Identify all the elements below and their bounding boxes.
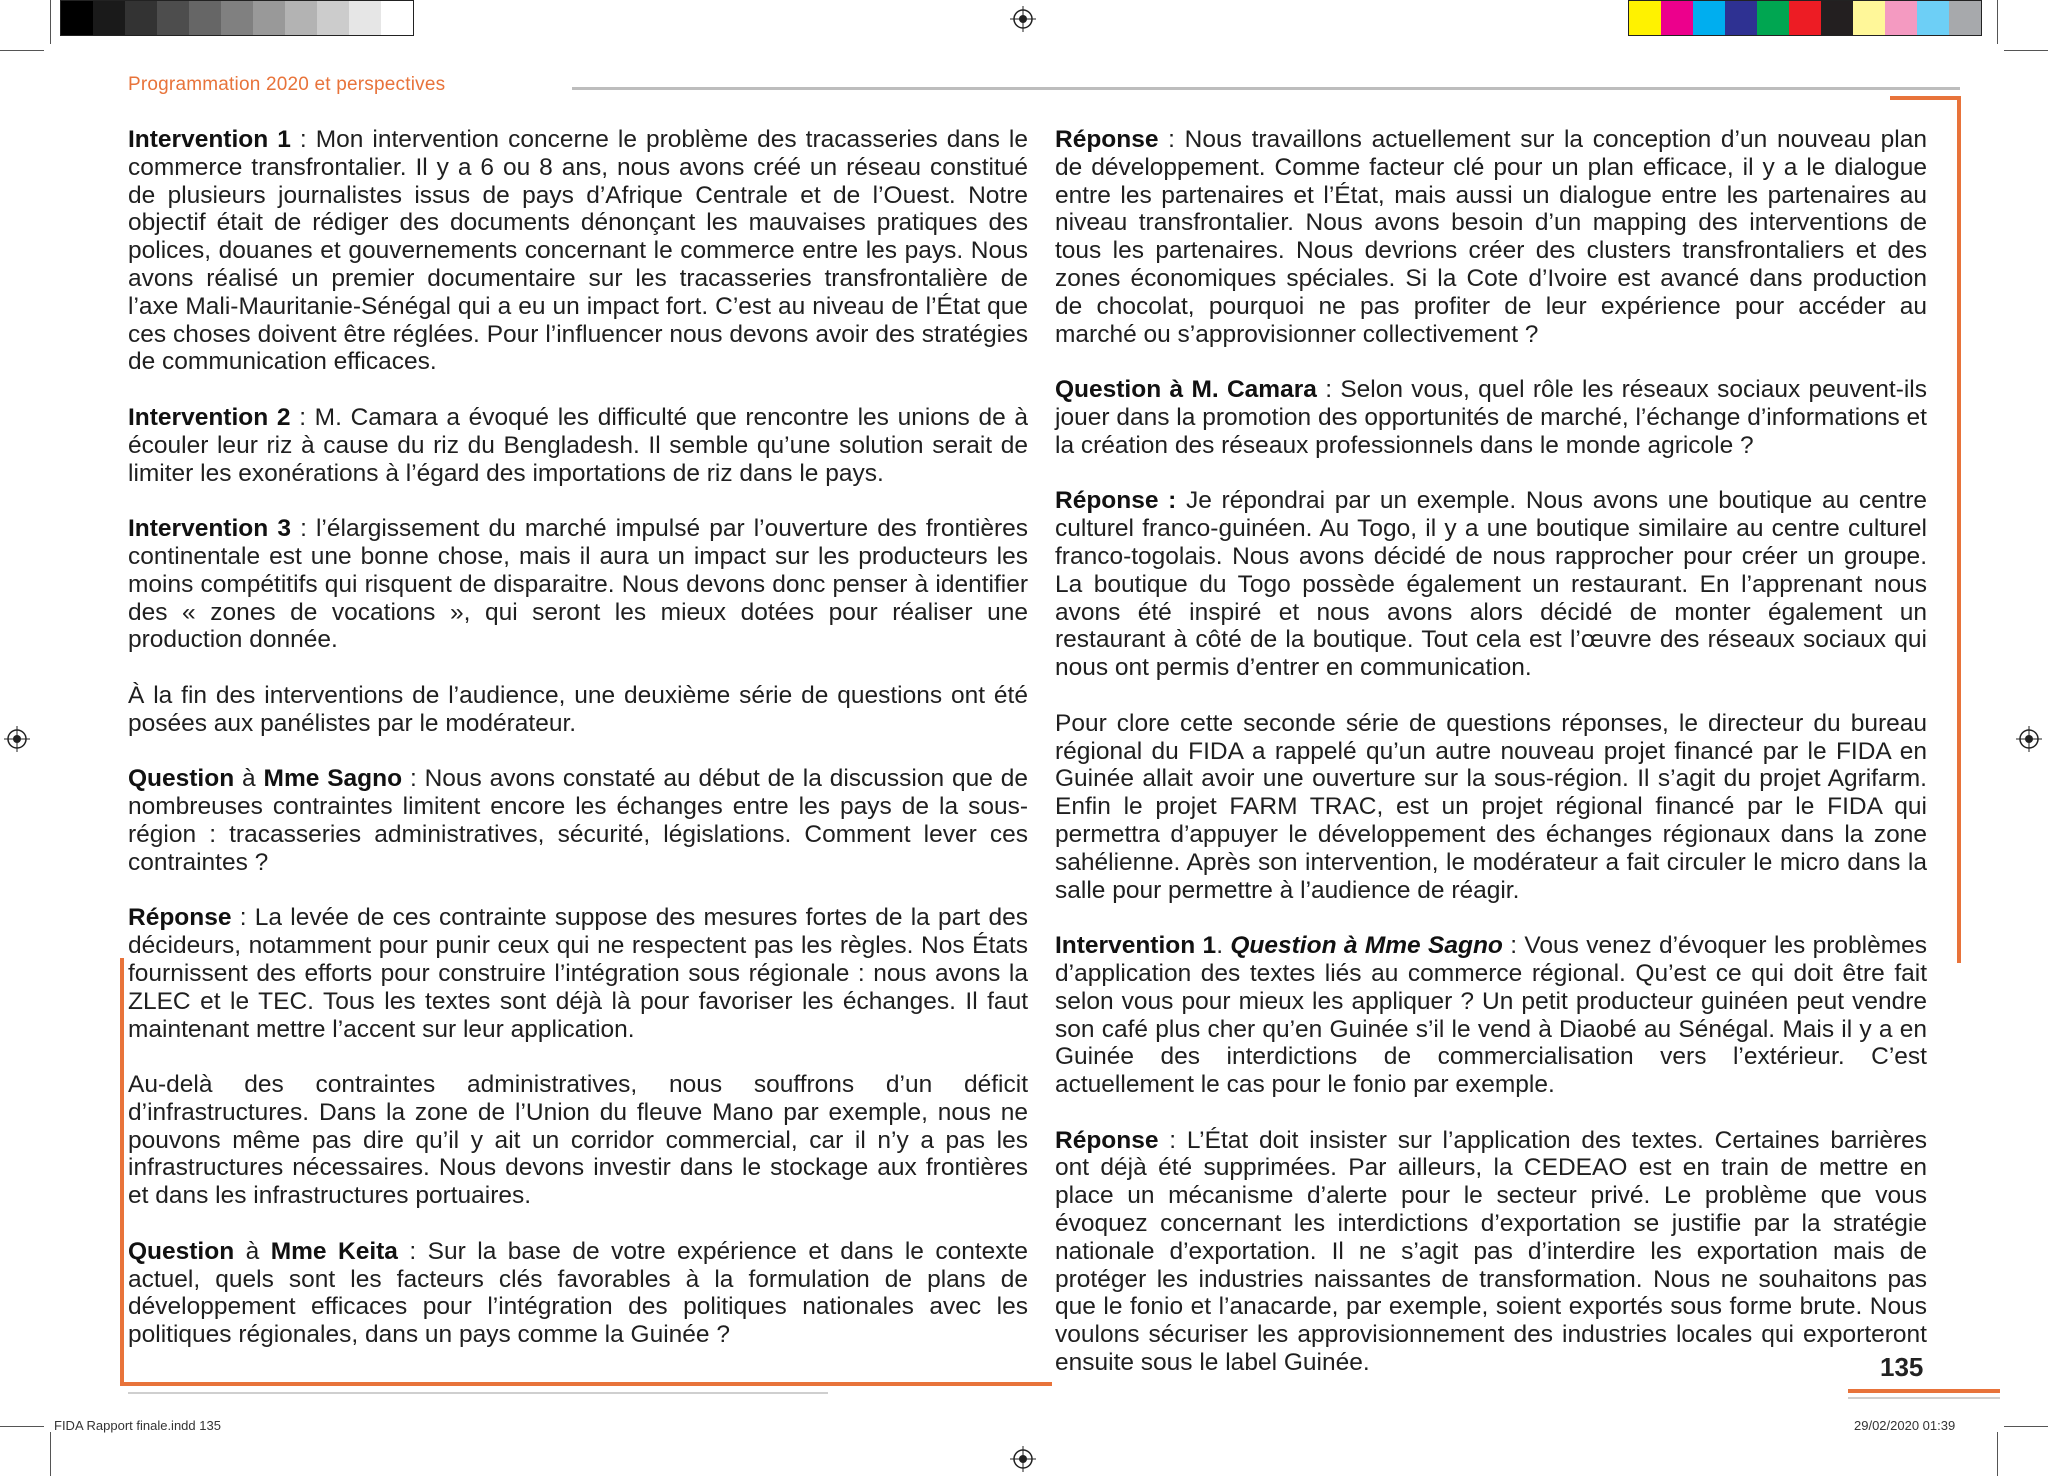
slug-filename: FIDA Rapport finale.indd 135 [54,1418,221,1433]
color-swatch [1757,1,1789,35]
paragraph-text: : Selon vous, quel rôle les réseaux sociaux peuvent-ils jouer dans la promotion des opportunités de marché, l’échange d’informations et la création des réseaux professionnels dans le monde agricole ? [1055,376,1927,459]
gray-swatch [221,1,253,35]
slug-date: 29/02/2020 01:39 [1854,1418,1956,1433]
paragraph-label: Intervention 2 [128,403,291,431]
header-rule [572,87,1960,90]
gray-swatch [349,1,381,35]
registration-mark-icon [2016,726,2042,752]
gray-swatch [253,1,285,35]
paragraph-text: : Nous travaillons actuellement sur la conception d’un nouveau plan de développement. Comme facteur clé pour un plan efficace, il y a le dialogue entre les partenaires et l’État, mais aussi un dialogue entre les partenaires au niveau transfrontalier. Nous avons besoin d’un mapping des interventions de tous les partenaires. Nous devrions créer des clusters transfrontaliers et des zones économiques spéciales. Si la Cote d’Ivoire est avancé dans production de chocolat, pourquoi ne pas profiter de leur expérience pour accéder au marché ou s’approvisionner collectivement ? [1055,126,1927,348]
paragraph [1055,1127,1927,1377]
paragraph-text: Pour clore cette seconde série de questions réponses, le directeur du bureau régional du FIDA a rappelé qu’un autre nouveau projet financé par le FIDA en Guinée allait avoir une ouverture sur la sous-région. Il s’agit du projet Agrifarm. Enfin le projet FARM TRAC, est un projet régional financé par le FIDA qui permettra d’appuyer le développement des échanges régionaux dans la zone sahélienne. Après son intervention, le modérateur a fait circuler le micro dans la salle pour permettre à l’audience de réagir. [1055,709,1927,904]
paragraph-label: Intervention 1 [128,126,291,153]
registration-mark-icon [1010,1446,1036,1472]
paragraph-label: Question à Mme Sagno [1230,932,1503,960]
paragraph-label: Réponse [1055,126,1159,153]
crop-mark [1997,0,1998,44]
color-swatch [1917,1,1949,35]
gray-swatch [381,1,413,35]
paragraph-text: : l’élargissement du marché impulsé par l’ouverture des frontières continentale est une bonne chose, mais il aura un impact sur les producteurs les moins compétitifs qui risquent de disparaitre. Nous devons donc penser à identifier des « zones de vocations », qui seront les mieux dotées pour réaliser une production donnée. [128,515,1028,654]
paragraph-text: Je répondrai par un exemple. Nous avons une boutique au centre culturel franco-guinéen. Au Togo, il y a une boutique similaire au centre culturel franco-togolais. Nous avons décidé de nous rapprocher pour créer un groupe. La boutique du Togo possède également un restaurant. En l’apprenant nous avons été inspiré et nous avons alors décidé de monter également un restaurant à côté de la boutique. Tout cela est l’œuvre des réseaux sociaux qui nous ont permis d’entrer en communication. [1055,487,1928,682]
paragraph-label: Question [128,765,235,793]
paragraph [128,126,1028,376]
paragraph-label: Question à M. Camara [1055,376,1317,404]
paragraph [128,404,1028,487]
paragraph-label: Mme Sagno [263,765,403,793]
registration-mark-icon [4,726,30,752]
paragraph-text: : Vous venez d’évoquer les problèmes d’application des textes liés au commerce régional. Qu’est ce qui doit être fait selon vous pour mieux les appliquer ? Un petit producteur guinéen peut vendre son café plus cher qu’en Guinée s’il le vend à Diaobé au Sénégal. Mais il y a en Guinée des interdictions de commercialisation vers l’extérieur. C’est actuellement le cas pour le fonio par exemple. [1055,932,1928,1099]
gray-swatch [61,1,93,35]
paragraph [128,1071,1028,1210]
accent-rule [1957,96,1961,963]
crop-mark [2004,1426,2048,1427]
paragraph [128,515,1028,654]
paragraph [1055,932,1927,1099]
paragraph-label: Intervention 3 [128,515,291,543]
paragraph-text: : Nous avons constaté au début de la discussion que de nombreuses contraintes limitent encore les échanges entre les pays de la sous-région : tracasseries administratives, sécurité, législations. Comment lever ces contraintes ? [128,765,1028,876]
paragraph [128,904,1028,1043]
crop-mark [2004,50,2048,51]
paragraph [1055,126,1927,348]
paragraph [128,765,1028,876]
paragraph-text: : La levée de ces contrainte suppose des mesures fortes de la part des décideurs, notamment pour punir ceux qui ne respectent pas les règles. Nos États fournissent des efforts pour construire l’intégration sous régionale : nous avons la ZLEC et le TEC. Tous les textes sont déjà là pour favoriser les échanges. Il faut maintenant mettre l’accent sur leur application. [128,904,1028,1043]
color-swatch [1629,1,1661,35]
right-text-column [1055,126,1927,1405]
paragraph-text: À la fin des interventions de l’audience, une deuxième série de questions ont été posées aux panélistes par le modérateur. [128,681,1028,737]
paragraph-connector: à [234,1237,271,1265]
paragraph-text: : L’État doit insister sur l’application des textes. Certaines barrières ont déjà été supprimées. Par ailleurs, la CEDEAO est en train de mettre en place un mécanisme d’alerte pour le secteur privé. Le problème que vous évoquez concernant les interdictions d’exportation se justifie par la stratégie nationale d’exportation. Il ne s’agit pas d’interdire les exportation mais de protéger les industries naissantes de transformation. Nous ne souhaitons pas que le fonio et l’anacarde, par exemple, soient exportés sous forme brute. Nous voulons sécuriser les approvisionnement des industries locales qui exporteront ensuite sous le label Guinée. [1055,1126,1927,1377]
accent-rule [120,1382,1052,1386]
crop-mark [1997,1432,1998,1476]
running-header: Programmation 2020 et perspectives [128,74,446,95]
crop-mark [50,0,51,44]
paragraph-label: Réponse [1055,1126,1159,1154]
paragraph [1055,376,1927,459]
left-text-column [128,126,1028,1377]
paragraph-text: : M. Camara a évoqué les difficulté que rencontre les unions de à écouler leur riz à cause du riz du Bengladesh. Il semble qu’une solution serait de limiter les exonérations à l’égard des importations de riz dans le pays. [128,403,1028,487]
page-number: 135 [1880,1352,1924,1382]
paragraph-label: Réponse : [1055,487,1177,515]
gray-swatch [93,1,125,35]
color-swatch [1725,1,1757,35]
accent-rule [1890,96,1961,100]
paragraph-connector: . [1216,932,1231,960]
paragraph-label: Question [128,1237,235,1265]
gray-swatch [317,1,349,35]
registration-mark-icon [1010,6,1036,32]
paragraph [128,1238,1028,1349]
color-swatch [1661,1,1693,35]
paragraph-label: Réponse [128,904,232,932]
paragraph-label: Mme Keita [270,1237,398,1265]
color-swatch [1885,1,1917,35]
paragraph-text: : Mon intervention concerne le problème des tracasseries dans le commerce transfrontalier. Il y a 6 ou 8 ans, nous avons créé un réseau constitué de plusieurs journalistes issus de pays d’Afrique Centrale et de l’Ouest. Notre objectif était de rédiger des documents dénonçant les mauvaises pratiques des polices, douanes et gouvernements concernant le commerce entre les pays. Nous avons réalisé un premier documentaire sur les tracasseries transfrontalière de l’axe Mali-Mauritanie-Sénégal qui a eu un impact fort. C’est au niveau de l’État que ces choses doivent être réglées. Pour l’influencer nous devons avoir des stratégies de communication efficaces. [128,126,1028,376]
accent-rule [120,958,124,1386]
color-swatch [1789,1,1821,35]
paragraph-text: Au-delà des contraintes administratives, nous souffrons d’un déficit d’infrastructures. Dans la zone de l’Union du fleuve Mano par exemple, nous ne pouvons même pas dire qu’il y ait un corridor commercial, car il n’y a pas les infrastructures nécessaires. Nous devons investir dans le stockage aux frontières et dans les infrastructures portuaires. [128,1071,1028,1210]
paragraph [128,682,1028,738]
page-number-rule [1848,1389,2000,1393]
process-color-bar [1628,0,1982,36]
grayscale-color-bar [60,0,414,36]
gray-swatch [189,1,221,35]
gray-swatch [285,1,317,35]
crop-mark [0,1426,44,1427]
gray-swatch [125,1,157,35]
color-swatch [1949,1,1981,35]
footer-rule [128,1392,828,1394]
paragraph [1055,487,1927,682]
color-swatch [1693,1,1725,35]
paragraph-label: Intervention 1 [1055,932,1217,960]
color-swatch [1821,1,1853,35]
crop-mark [0,50,44,51]
paragraph [1055,710,1927,905]
gray-swatch [157,1,189,35]
page-number-rule [1848,1397,2000,1399]
paragraph-text: : Sur la base de votre expérience et dans le contexte actuel, quels sont les facteurs clés favorables à la formulation de plans de développement efficaces pour l’intégration des politiques nationales avec les politiques régionales, dans un pays comme la Guinée ? [128,1237,1028,1349]
paragraph-connector: à [234,765,264,793]
color-swatch [1853,1,1885,35]
crop-mark [50,1432,51,1476]
